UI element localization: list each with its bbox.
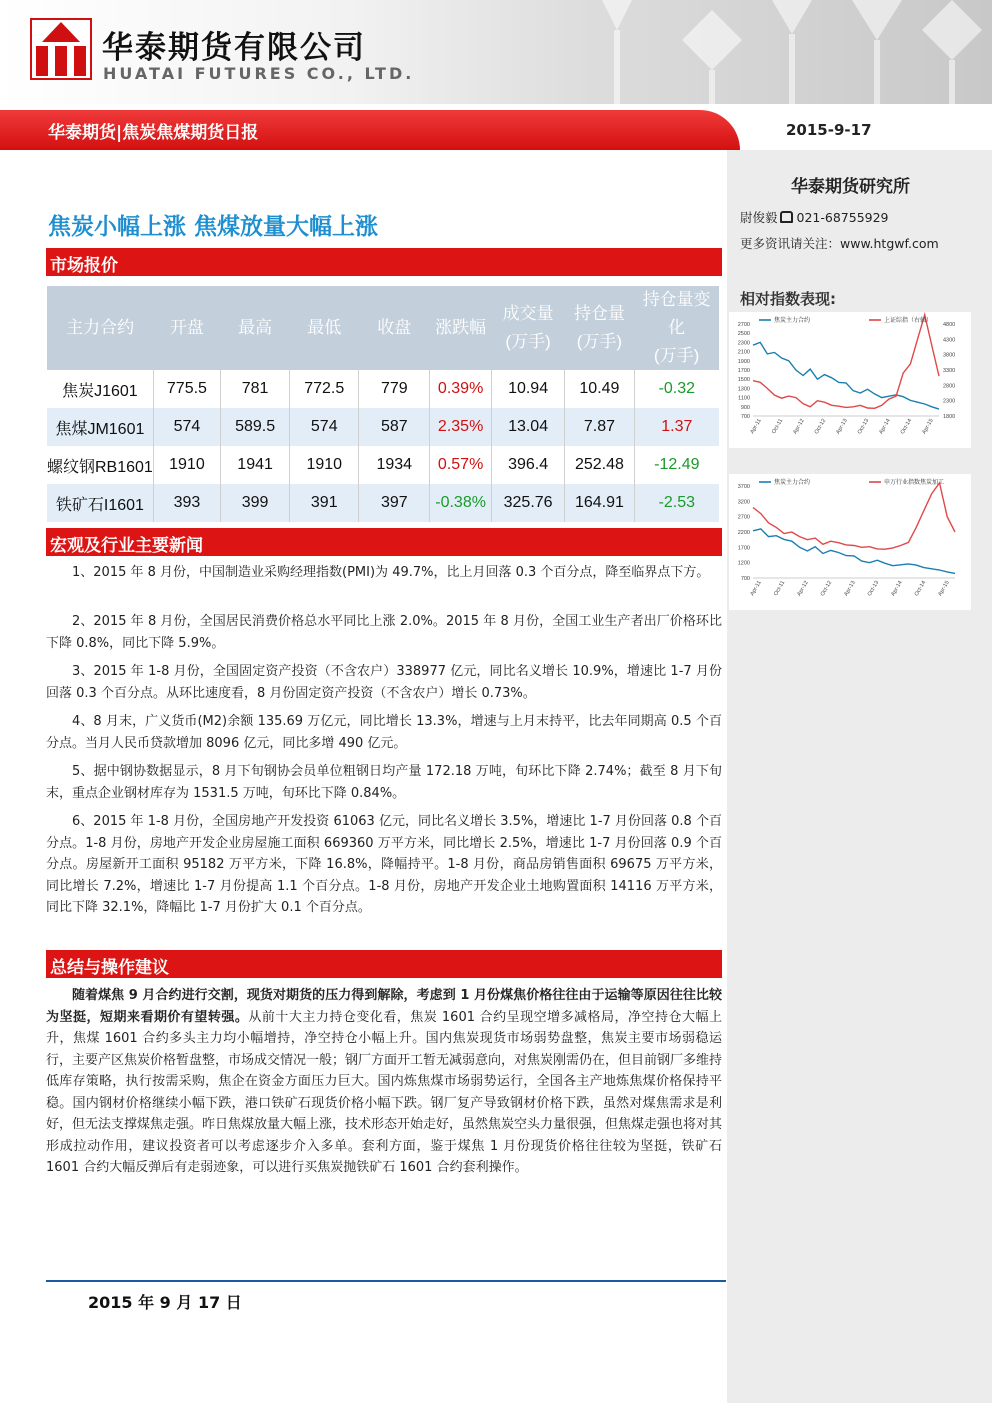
news-item: 1、2015 年 8 月份，中国制造业采购经理指数(PMI)为 49.7%，比上月回落 0.3 个百分点，降至临界点下方。 [72, 565, 710, 580]
section-market [46, 248, 722, 276]
section-summary-title: 总结与操作建议 [50, 958, 169, 978]
quote-table [47, 286, 719, 522]
y2-tick-label: 4300 [943, 337, 956, 344]
summary-text [46, 985, 722, 1179]
col-header: 开盘 [153, 286, 220, 370]
news-item: 2、2015 年 8 月份，全国居民消费价格总水平同比上涨 2.0%。2015 年 8 月份，全国工业生产者出厂价格环比下降 0.8%，同比下降 5.9%。 [46, 614, 722, 651]
cell-close: 587 [359, 408, 430, 446]
legend-label: 上证综指（右轴） [884, 317, 933, 324]
cell-volume: 325.76 [491, 484, 564, 522]
website-link[interactable]: www.htgwf.com [840, 236, 939, 251]
cell-change: 0.39% [430, 370, 492, 408]
cell-change: 0.57% [430, 446, 492, 484]
summary-highlight: 随着煤焦 9 月合约进行交割，现货对期货的压力得到解除，考虑到 1 月份煤焦价格往往由于运输等原因往往比较为坚挺，短期来看期价有望转强。 [46, 988, 722, 1025]
x-tick-label: Apr-14 [890, 580, 904, 598]
analyst-contact [740, 208, 889, 226]
y-tick-label: 2100 [737, 349, 750, 356]
cell-volume: 396.4 [491, 446, 564, 484]
x-tick-label: Oct-13 [856, 418, 871, 436]
y2-tick-label: 2300 [943, 398, 956, 405]
cell-contract: 铁矿石I1601 [47, 484, 153, 522]
cell-low: 574 [290, 408, 359, 446]
section-market-title: 市场报价 [50, 256, 118, 276]
summary-body: 从前十大主力持仓变化看，焦炭 1601 合约呈现空增多减格局，净空持仓大幅上升，焦煤 1601 合约多头主力均小幅增持，净空持仓小幅上升。国内焦炭现货市场弱势盘整，焦炭主要市场弱稳运行，主要产区焦炭价格暂盘整，市场成交情况一般；钢厂方面开工暂无减弱意向，对焦炭刚需仍在，但目前钢厂多维持低库存策略，执行按需采购，焦企在资金方面压力巨大。国内炼焦煤市场弱势运行，全国各主产地炼焦煤价格保持平稳。国内钢材价格继续小幅下跌，港口铁矿石现货价格小幅下跌。钢厂复产导致钢材价格下跌，虽然对煤焦需求是利好，但无法支撑煤焦走强。昨日焦煤放量大幅上涨，技术形态开始走好，虽然焦炭空头力量很强，但焦煤走强也将对其形成拉动作用，建议投资者可以考虑逐步介入多单。套利方面，鉴于煤焦 1 月份现货价格往往较为坚挺，铁矿石 1601 合约大幅反弹后有走弱迹象，可以进行买焦炭抛铁矿石 1601 合约套利操作。 [46, 1009, 723, 1175]
cell-close: 1934 [359, 446, 430, 484]
section-news [46, 528, 722, 556]
report-headline: 焦炭小幅上涨 焦煤放量大幅上涨 [48, 214, 379, 240]
chart-coke-vs-industry-index [729, 474, 971, 610]
y-tick-label: 1200 [737, 560, 750, 567]
cell-low: 1910 [290, 446, 359, 484]
y2-tick-label: 1800 [943, 414, 956, 420]
x-tick-label: Apr-14 [878, 418, 892, 436]
legend-label: 申万行业指数焦炭加工 [884, 479, 945, 486]
cell-open-interest: 10.49 [565, 370, 634, 408]
col-header: 收盘 [359, 286, 430, 370]
analyst-name: 尉俊毅 [740, 210, 778, 225]
cell-volume: 10.94 [491, 370, 564, 408]
company-name-cn: 华泰期货有限公司 [102, 30, 366, 66]
series-line-1 [753, 529, 955, 574]
cell-change: -0.38% [430, 484, 492, 522]
report-date: 2015-9-17 [786, 121, 872, 139]
x-tick-label: Oct-11 [770, 418, 785, 435]
cell-open: 393 [153, 484, 220, 522]
footer-divider [46, 1280, 726, 1282]
x-tick-label: Apr-13 [835, 418, 849, 436]
y2-tick-label: 3800 [943, 352, 956, 359]
x-tick-label: Apr-13 [843, 580, 857, 598]
news-item: 6、2015 年 1-8 月份，全国房地产开发投资 61063 亿元，同比名义增长 3.5%，增速比 1-7 月份回落 0.8 个百分点。1-8 月份，房地产开发企业房屋施工面积 669360 万平方米，同比增长 2.5%，增速比 1-7 月份回落 0.9 个百分点。房屋新开工面积 95182 万平方米，下降 16.8%，降幅持平。1-8 月份，商品房销售面积 69675 万平方米，同比增长 7.2%，增速比 1-7 月份提高 1.1 个百分点。1-8 月份，房地产开发企业土地购置面积 14116 万平方米，同比下降 32.1%，降幅比 1-7 月份扩大 0.1 个百分点。 [46, 814, 722, 915]
cell-high: 589.5 [221, 408, 290, 446]
y-tick-label: 3700 [737, 484, 750, 490]
series-line-1 [753, 342, 939, 409]
y-tick-label: 1100 [738, 395, 750, 402]
cell-open-interest: 164.91 [565, 484, 634, 522]
cell-high: 1941 [221, 446, 290, 484]
x-tick-label: Apr-11 [749, 580, 763, 597]
cell-close: 397 [359, 484, 430, 522]
more-info [740, 234, 939, 252]
cell-open-interest: 7.87 [565, 408, 634, 446]
news-item: 4、8 月末，广义货币(M2)余额 135.69 万亿元，同比增长 13.3%，增速与上月末持平，比去年同期高 0.5 个百分点。当月人民币贷款增加 8096 亿元，同比多增 490 亿元。 [46, 714, 722, 751]
cell-oi-change: 1.37 [634, 408, 719, 446]
x-tick-label: Oct-13 [866, 580, 881, 598]
relative-index-title: 相对指数表现: [740, 290, 836, 308]
y-tick-label: 1700 [737, 368, 750, 374]
cell-open: 1910 [153, 446, 220, 484]
cell-high: 399 [221, 484, 290, 522]
y-tick-label: 900 [740, 404, 750, 411]
cell-open: 775.5 [153, 370, 220, 408]
y-tick-label: 2700 [737, 514, 750, 521]
col-header: 成交量 (万手) [491, 286, 564, 370]
news-item: 5、据中钢协数据显示，8 月下旬钢协会员单位粗钢日均产量 172.18 万吨，旬环比下降 2.74%；截至 8 月下旬末，重点企业钢材库存为 1531.5 万吨，旬环比下降 0.84%。 [46, 764, 722, 801]
y-tick-label: 2300 [737, 340, 750, 347]
y-tick-label: 700 [740, 576, 750, 582]
cell-oi-change: -2.53 [634, 484, 719, 522]
phone-icon [780, 211, 793, 223]
cell-high: 781 [221, 370, 290, 408]
y2-tick-label: 4800 [943, 322, 956, 328]
cell-open-interest: 252.48 [565, 446, 634, 484]
x-tick-label: Oct-11 [772, 580, 787, 597]
col-header: 主力合约 [47, 286, 153, 370]
x-tick-label: Oct-14 [913, 580, 928, 598]
x-tick-label: Apr-12 [792, 418, 806, 436]
y-tick-label: 3200 [737, 499, 750, 506]
table-row [47, 446, 719, 484]
header-decoration [572, 0, 992, 104]
cell-contract: 螺纹钢RB1601 [47, 446, 153, 484]
y2-tick-label: 2800 [943, 383, 956, 390]
section-summary [46, 950, 722, 978]
section-news-title: 宏观及行业主要新闻 [50, 536, 203, 556]
y-tick-label: 2200 [737, 530, 750, 536]
cell-close: 779 [359, 370, 430, 408]
col-header: 持仓量 (万手) [565, 286, 634, 370]
x-tick-label: Apr-11 [749, 418, 763, 435]
report-name: 华泰期货|焦炭焦煤期货日报 [48, 123, 259, 143]
series-line-2 [753, 315, 939, 409]
cell-contract: 焦煤JM1601 [47, 408, 153, 446]
news-item: 3、2015 年 1-8 月份，全国固定资产投资（不含农户）338977 亿元，同比名义增长 10.9%，增速比 1-7 月份回落 0.3 个百分点。从环比速度看，8 月份固定资产投资（不含农户）增长 0.73%。 [46, 664, 722, 701]
cell-open: 574 [153, 408, 220, 446]
company-logo [30, 18, 92, 80]
y-tick-label: 1300 [737, 386, 750, 393]
x-tick-label: Oct-12 [813, 418, 828, 436]
x-tick-label: Oct-14 [899, 418, 914, 436]
cell-volume: 13.04 [491, 408, 564, 446]
cell-low: 772.5 [290, 370, 359, 408]
institute-name: 华泰期货研究所 [791, 177, 910, 197]
y-tick-label: 1900 [737, 358, 750, 365]
col-header: 涨跌幅 [430, 286, 492, 370]
x-tick-label: Apr-15 [921, 418, 935, 436]
y2-tick-label: 3300 [943, 368, 956, 374]
col-header: 持仓量变化 (万手) [634, 286, 719, 370]
analyst-phone: 021-68755929 [796, 210, 889, 225]
table-row [47, 370, 719, 408]
col-header: 最低 [290, 286, 359, 370]
quote-table-header [47, 286, 719, 370]
footer-date: 2015 年 9 月 17 日 [88, 1293, 242, 1312]
x-tick-label: Oct-12 [819, 580, 834, 598]
y-tick-label: 1500 [737, 377, 750, 384]
y-tick-label: 2700 [737, 322, 750, 328]
cell-oi-change: -0.32 [634, 370, 719, 408]
cell-contract: 焦炭J1601 [47, 370, 153, 408]
report-header [0, 0, 992, 104]
cell-oi-change: -12.49 [634, 446, 719, 484]
y-tick-label: 1700 [737, 545, 750, 552]
cell-change: 2.35% [430, 408, 492, 446]
chart-coke-vs-shanghai-index [729, 312, 971, 448]
y-tick-label: 2500 [737, 331, 750, 338]
table-row [47, 484, 719, 522]
col-header: 最高 [221, 286, 290, 370]
company-name-en: HUATAI FUTURES CO., LTD. [103, 64, 415, 83]
legend-label: 焦炭主力合约 [774, 479, 811, 486]
y-tick-label: 700 [740, 414, 750, 420]
legend-label: 焦炭主力合约 [774, 317, 811, 324]
x-tick-label: Apr-12 [796, 580, 810, 598]
cell-low: 391 [290, 484, 359, 522]
x-tick-label: Apr-15 [937, 580, 951, 598]
table-row [47, 408, 719, 446]
more-info-label: 更多资讯请关注： [740, 236, 841, 251]
